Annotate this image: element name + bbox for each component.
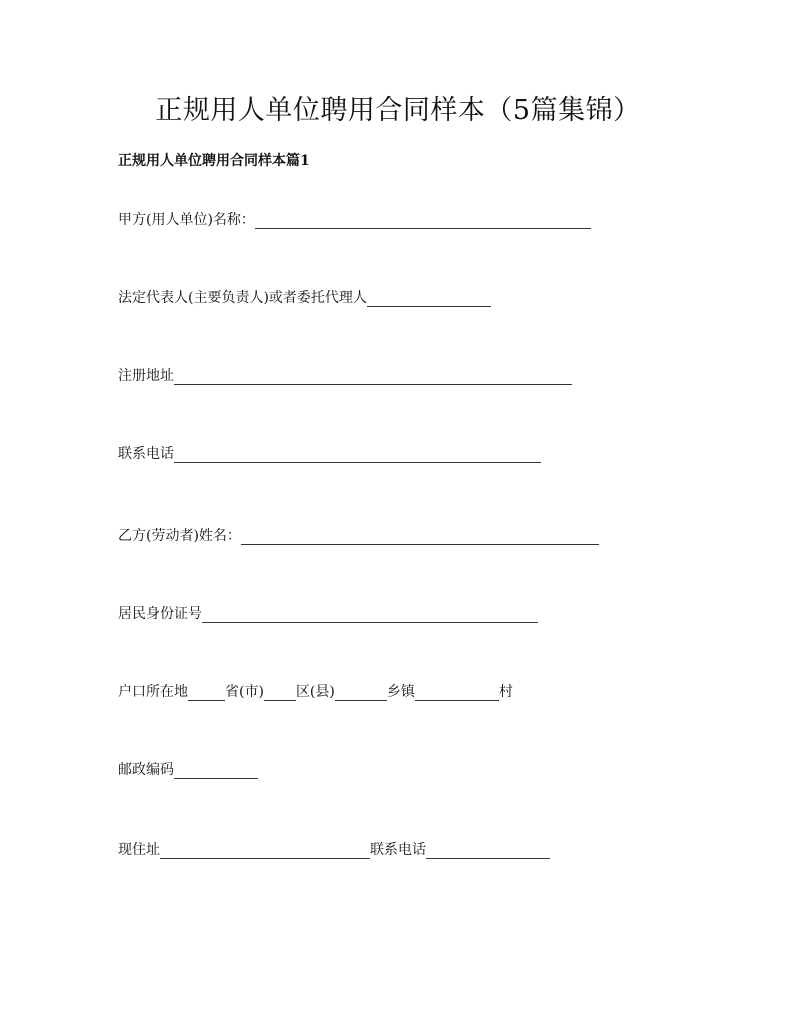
phone-a-blank[interactable] <box>174 445 541 463</box>
party-a-name-row <box>118 210 591 230</box>
current-address-row <box>118 840 550 860</box>
postal-code-row <box>118 760 258 780</box>
registered-address-blank[interactable] <box>174 367 572 385</box>
postal-code-label: 邮政编码 <box>118 762 174 778</box>
legal-rep-blank[interactable] <box>367 289 491 307</box>
township-blank[interactable] <box>415 683 499 701</box>
district-label: 区(县) <box>295 684 335 700</box>
province-label: 省(市) <box>225 684 264 700</box>
party-b-name-blank[interactable] <box>241 527 599 545</box>
party-a-name-label: 甲方(用人单位)名称： <box>118 212 255 228</box>
phone-b-label: 联系电话 <box>370 842 426 858</box>
section-heading: 正规用人单位聘用合同样本篇1 <box>118 153 310 169</box>
district-blank[interactable] <box>335 683 387 701</box>
household-row <box>118 682 513 702</box>
id-number-label: 居民身份证号 <box>118 606 202 622</box>
phone-a-label: 联系电话 <box>118 446 174 462</box>
party-b-name-row <box>118 526 599 546</box>
legal-rep-row <box>118 288 491 308</box>
township-label: 乡镇 <box>386 684 415 700</box>
page-title: 正规用人单位聘用合同样本（5篇集锦） <box>155 95 641 126</box>
phone-a-row <box>118 444 541 464</box>
party-b-name-label: 乙方(劳动者)姓名： <box>118 528 241 544</box>
household-label: 户口所在地 <box>118 684 188 700</box>
province-blank[interactable] <box>264 683 296 701</box>
postal-code-blank[interactable] <box>174 761 258 779</box>
phone-b-blank[interactable] <box>426 841 550 859</box>
current-address-blank[interactable] <box>160 841 370 859</box>
id-number-row <box>118 604 538 624</box>
registered-address-label: 注册地址 <box>118 368 174 384</box>
party-a-name-blank[interactable] <box>255 211 591 229</box>
village-label: 村 <box>498 684 513 700</box>
legal-rep-label: 法定代表人(主要负责人)或者委托代理人 <box>118 290 367 306</box>
id-number-blank[interactable] <box>202 605 538 623</box>
current-address-label: 现住址 <box>118 842 160 858</box>
registered-address-row <box>118 366 572 386</box>
household-blank[interactable] <box>188 683 225 701</box>
